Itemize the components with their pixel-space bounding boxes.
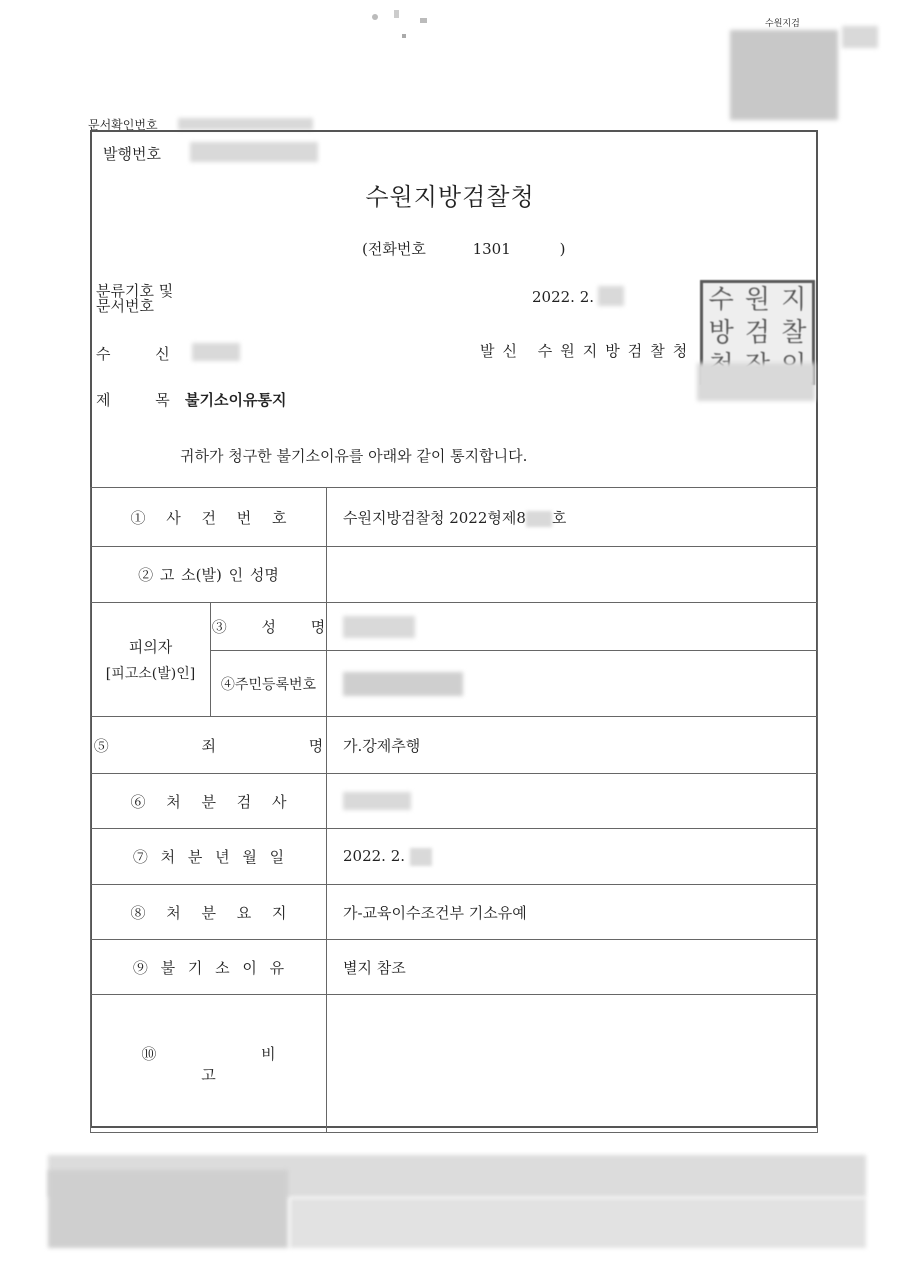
complainant-label: ② 고 소(발) 인 성명: [91, 547, 327, 603]
case-number-cell: [327, 488, 818, 547]
info-table: [90, 487, 818, 1133]
rrn-cell: [327, 651, 818, 717]
table-row: [91, 995, 818, 1133]
prosecutor-cell: [327, 774, 818, 829]
subject-value: 불기소이유통지: [185, 391, 287, 409]
classification-label-line1: 분류기호 및: [96, 282, 174, 300]
redacted-prosecutor: [343, 792, 411, 810]
redacted-stamp-edge: [842, 26, 878, 48]
table-row: [91, 829, 818, 885]
redacted-disposition-day: [410, 848, 432, 866]
phone-label: (전화번호: [362, 240, 426, 258]
classification-label-line2: 문서번호: [96, 297, 154, 315]
phone-number: 1301: [472, 240, 511, 258]
seal-character: 찰: [781, 317, 807, 348]
disposition-date-value: 2022. 2.: [343, 847, 406, 865]
redacted-rrn: [343, 672, 463, 696]
disposition-summary-label: ⑧ 처 분 요 지: [91, 885, 327, 940]
seal-character: 지: [781, 284, 807, 315]
issue-date: 2022. 2.: [532, 288, 595, 306]
scan-speck: [372, 8, 442, 48]
nonindictment-reason-value: 별지 참조: [327, 940, 818, 995]
intro-sentence: 귀하가 청구한 불기소이유를 아래와 같이 통지합니다.: [180, 447, 528, 465]
seal-character: 원: [744, 284, 771, 315]
rrn-label: ④주민등록번호: [211, 651, 327, 717]
phone-close: ): [559, 240, 566, 258]
redacted-doc-confirm-number: [178, 118, 313, 130]
redacted-under-seal: [697, 363, 815, 401]
table-row: [91, 774, 818, 829]
suspect-label-line2: [피고소(발)인]: [105, 666, 196, 682]
prosecutor-label: ⑥ 처 분 검 사: [91, 774, 327, 829]
sender: 발신 수원지방검찰청: [480, 342, 696, 360]
disposition-date-cell: [327, 829, 818, 885]
table-row: [91, 603, 818, 651]
case-number-value: 수원지방검찰청 2022형제8: [343, 508, 526, 527]
subject-label: 제 목: [96, 391, 170, 409]
redacted-date-day: [598, 286, 624, 306]
recipient-label: 수 신: [96, 345, 170, 363]
stamp-label: 수원지검: [765, 19, 800, 29]
seal-character: 방: [708, 317, 734, 348]
name-label: ③ 성 명: [211, 603, 327, 651]
redacted-footer-left: [48, 1170, 288, 1248]
classification-label: [96, 284, 173, 314]
disposition-date-label: ⑦ 처 분 년 월 일: [91, 829, 327, 885]
redacted-case-number: [526, 511, 552, 527]
suspect-label: [91, 603, 211, 717]
table-row: [91, 717, 818, 774]
remarks-value: [327, 995, 818, 1133]
remarks-label: ⑩ 비 고: [91, 995, 327, 1133]
doc-confirm-label: 문서확인번호: [88, 118, 158, 132]
seal-character: 수: [708, 284, 734, 315]
complainant-value: [327, 547, 818, 603]
table-row: [91, 547, 818, 603]
redacted-stamp: [730, 30, 838, 120]
crime-value: 가.강제추행: [327, 717, 818, 774]
nonindictment-reason-label: ⑨ 불 기 소 이 유: [91, 940, 327, 995]
table-row: [91, 885, 818, 940]
redacted-footer-lower: [290, 1198, 866, 1248]
redacted-name: [343, 616, 415, 638]
phone-line: [362, 238, 565, 259]
case-number-label: ① 사 건 번 호: [91, 488, 327, 547]
page-title: 수원지방검찰청: [365, 183, 535, 211]
disposition-summary-value: 가-교육이수조건부 기소유예: [327, 885, 818, 940]
seal-character: 검: [744, 317, 771, 348]
case-number-suffix: 호: [551, 508, 567, 527]
redacted-issue-number: [190, 142, 318, 162]
table-row: [91, 940, 818, 995]
suspect-label-line1: 피의자: [128, 638, 173, 656]
issue-no-label: 발행번호: [103, 145, 161, 163]
table-row: [91, 488, 818, 547]
name-cell: [327, 603, 818, 651]
crime-label: ⑤ 죄 명: [91, 717, 327, 774]
redacted-recipient: [192, 343, 240, 361]
